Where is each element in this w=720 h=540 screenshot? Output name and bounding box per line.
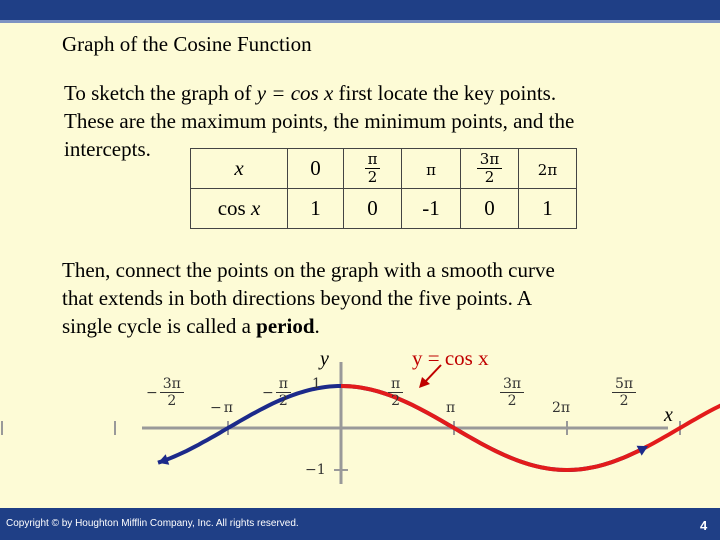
- tick-value: 2π: [552, 400, 571, 416]
- x-variable: x: [234, 156, 244, 180]
- outro-line-2: that extends in both directions beyond the five points. A: [62, 286, 533, 310]
- x-tick-label: [552, 400, 570, 416]
- intro-text: To sketch the graph of: [64, 81, 257, 105]
- x-tick-label: [146, 376, 184, 409]
- page-number: 4: [700, 518, 708, 533]
- x-tick-label: [500, 376, 524, 409]
- fraction-denominator: 2: [367, 168, 378, 186]
- fraction-denominator: 2: [391, 393, 401, 409]
- outro-text: .: [314, 314, 320, 338]
- x-tick-label: [612, 376, 636, 409]
- fraction-numerator: 5π: [612, 376, 636, 393]
- intro-text: first locate the key points.: [333, 81, 557, 105]
- slide-title: Graph of the Cosine Function: [62, 32, 312, 56]
- y-axis-label: y: [320, 348, 329, 370]
- fraction-numerator: π: [276, 376, 291, 393]
- fraction-denominator: 2: [619, 393, 629, 409]
- table-cell-cos: 1: [519, 189, 577, 229]
- intro-line-2: These are the maximum points, the minimum points, and the: [64, 109, 575, 133]
- cos-label: cos: [217, 196, 251, 220]
- period-term: period: [256, 314, 315, 338]
- tick-value: π: [446, 400, 456, 416]
- fraction-denominator: 2: [167, 393, 177, 409]
- x-tick-label: [262, 376, 291, 409]
- outro-line-1: Then, connect the points on the graph with a smooth curve: [62, 258, 555, 282]
- y-tick-neg-1: −1: [305, 462, 326, 478]
- minus-sign: −: [146, 384, 158, 401]
- fraction-numerator: 3π: [160, 376, 184, 393]
- x-variable: x: [250, 196, 261, 220]
- intro-line-3: intercepts.: [64, 137, 151, 161]
- table-cell-cos: 1: [288, 189, 344, 229]
- x-axis-label: x: [664, 404, 673, 426]
- fraction-denominator: 2: [278, 393, 288, 409]
- fraction-numerator: 3π: [477, 151, 502, 169]
- fraction-denominator: 2: [484, 168, 495, 186]
- tick-value: π: [223, 400, 233, 416]
- x-tick-label: [210, 400, 233, 416]
- fraction: [388, 376, 403, 409]
- outro-text: single cycle is called a: [62, 314, 257, 338]
- table-cell-cos: 0: [344, 189, 402, 229]
- fraction-numerator: π: [365, 151, 381, 169]
- curve-end-arrows: [158, 446, 648, 465]
- x-value: π: [426, 161, 436, 179]
- x-value: 0: [310, 156, 321, 180]
- minus-sign: −: [262, 384, 274, 401]
- fraction: [612, 376, 636, 409]
- fraction-numerator: 3π: [500, 376, 524, 393]
- equation-label: y = cos x: [412, 346, 489, 370]
- x-tick-label: [388, 376, 403, 409]
- table-cell-cos: -1: [402, 189, 461, 229]
- x-tick-label: [446, 400, 455, 416]
- fraction-denominator: 2: [507, 393, 517, 409]
- fraction: [160, 376, 184, 409]
- table-cell-cos: 0: [461, 189, 519, 229]
- copyright-notice: Copyright © by Houghton Mifflin Company, Inc. All rights reserved.: [6, 518, 299, 529]
- y-tick-1: 1: [312, 376, 321, 392]
- fraction: [276, 376, 291, 409]
- x-value: 2π: [537, 161, 558, 179]
- intro-equation: y = cos x: [256, 81, 334, 105]
- minus-sign: −: [210, 400, 222, 416]
- fraction: [500, 376, 524, 409]
- fraction-numerator: π: [388, 376, 403, 393]
